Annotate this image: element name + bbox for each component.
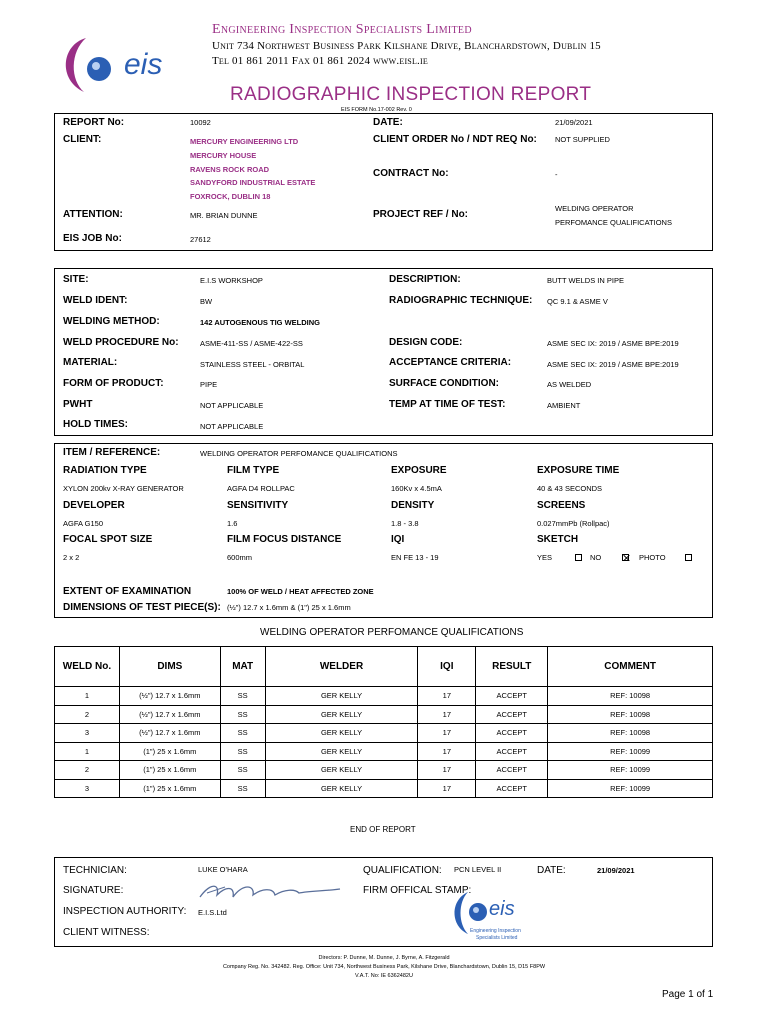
cell-result: ACCEPT — [476, 687, 548, 706]
cell-comment: REF: 10098 — [548, 687, 713, 706]
cell-mat: SS — [220, 742, 265, 761]
table-header-row — [55, 647, 713, 687]
sketch-label: SKETCH — [537, 534, 579, 545]
contract-label: CONTRACT No: — [373, 168, 449, 179]
footer-vat: V.A.T. No: IE 6362482U — [355, 973, 413, 979]
cell-comment: REF: 10099 — [548, 761, 713, 780]
item-reference-value: WELDING OPERATOR PERFOMANCE QUALIFICATIONS — [200, 449, 398, 458]
cell-iqi: 17 — [418, 724, 476, 743]
signoff-date-label: DATE: — [537, 865, 566, 876]
project-ref-line-2: PERFOMANCE QUALIFICATIONS — [555, 218, 672, 227]
cell-weld-no: 1 — [55, 742, 120, 761]
company-name: Engineering Inspection Specialists Limited — [212, 22, 472, 37]
iqi-value: EN FE 13 - 19 — [391, 553, 439, 562]
report-no-value: 10092 — [190, 118, 211, 127]
cell-weld-no: 2 — [55, 761, 120, 780]
cell-weld-no: 2 — [55, 705, 120, 724]
weld-ident-value: BW — [200, 297, 213, 306]
cell-dims: (½") 12.7 x 1.6mm — [119, 705, 220, 724]
cell-welder: GER KELLY — [265, 742, 418, 761]
logo-text: eis — [124, 48, 163, 81]
technician-value: LUKE O'HARA — [198, 865, 248, 874]
sensitivity-value: 1.6 — [227, 519, 238, 528]
item-reference-label: ITEM / REFERENCE: — [63, 447, 161, 458]
signoff-date-value: 21/09/2021 — [597, 866, 635, 875]
cell-dims: (1") 25 x 1.6mm — [119, 761, 220, 780]
sketch-yes-label: YES — [537, 553, 553, 562]
signature-label: SIGNATURE: — [63, 885, 124, 896]
temp-label: TEMP AT TIME OF TEST: — [389, 399, 506, 410]
client-line-1: MERCURY ENGINEERING LTD — [190, 137, 299, 146]
contract-value: - — [555, 170, 558, 179]
exposure-time-value: 40 & 43 SECONDS — [537, 484, 603, 493]
film-focus-distance-label: FILM FOCUS DISTANCE — [227, 534, 342, 545]
film-type-label: FILM TYPE — [227, 465, 280, 476]
cell-mat: SS — [220, 705, 265, 724]
sketch-no-label: NO — [590, 553, 602, 562]
extent-value: 100% OF WELD / HEAT AFFECTED ZONE — [227, 587, 374, 596]
material-value: STAINLESS STEEL - ORBITAL — [200, 360, 305, 369]
col-welder: WELDER — [265, 647, 418, 687]
footer-registered: Company Reg. No. 342482. Reg. Office: Unit 734, Northwest Business Park, Kilshane Drive, Blanchardstown, Dublin 15, D15 F8PW — [222, 964, 546, 970]
dimensions-value: (½") 12.7 x 1.6mm & (1") 25 x 1.6mm — [227, 603, 351, 612]
acceptance-value: ASME SEC IX: 2019 / ASME BPE:2019 — [547, 360, 679, 369]
cell-iqi: 17 — [418, 705, 476, 724]
photo-label: PHOTO — [639, 553, 666, 562]
cell-weld-no: 1 — [55, 687, 120, 706]
welding-method-value: 142 AUTOGENOUS TIG WELDING — [200, 318, 321, 327]
authority-value: E.I.S.Ltd — [198, 908, 227, 917]
cell-welder: GER KELLY — [265, 761, 418, 780]
welding-method-label: WELDING METHOD: — [63, 316, 160, 327]
photo-checkbox[interactable] — [685, 554, 692, 561]
description-label: DESCRIPTION: — [389, 274, 461, 285]
col-result: RESULT — [476, 647, 548, 687]
col-weld-no: WELD No. — [55, 647, 120, 687]
dimensions-label: DIMENSIONS OF TEST PIECE(S): — [63, 602, 221, 613]
sensitivity-label: SENSITIVITY — [227, 500, 289, 511]
material-label: MATERIAL: — [63, 357, 118, 368]
date-label: DATE: — [373, 117, 403, 128]
surface-condition-value: AS WELDED — [547, 380, 592, 389]
attention-label: ATTENTION: — [63, 209, 123, 220]
stamp-caption-1: Engineering Inspection — [470, 928, 521, 934]
cell-comment: REF: 10098 — [548, 724, 713, 743]
cell-iqi: 17 — [418, 779, 476, 798]
cell-result: ACCEPT — [476, 761, 548, 780]
table-row — [55, 761, 713, 780]
company-contact: Tel 01 861 2011 Fax 01 861 2024 www.eisl.ie — [212, 55, 428, 67]
cell-weld-no: 3 — [55, 724, 120, 743]
design-code-label: DESIGN CODE: — [389, 337, 463, 348]
page-number: Page 1 of 1 — [662, 989, 714, 1000]
cell-dims: (½") 12.7 x 1.6mm — [119, 687, 220, 706]
exposure-label: EXPOSURE — [391, 465, 447, 476]
col-iqi: IQI — [418, 647, 476, 687]
form-of-product-label: FORM OF PRODUCT: — [63, 378, 164, 389]
iqi-label: IQI — [391, 534, 405, 545]
client-line-4: SANDYFORD INDUSTRIAL ESTATE — [190, 178, 316, 187]
pwht-label: PWHT — [63, 399, 93, 410]
authority-label: INSPECTION AUTHORITY: — [63, 906, 187, 917]
exposure-time-label: EXPOSURE TIME — [537, 465, 620, 476]
cell-dims: (½") 12.7 x 1.6mm — [119, 724, 220, 743]
project-ref-label: PROJECT REF / No: — [373, 209, 469, 220]
attention-value: MR. BRIAN DUNNE — [190, 211, 258, 220]
weld-procedure-label: WELD PROCEDURE No: — [63, 337, 179, 348]
site-label: SITE: — [63, 274, 89, 285]
technician-label: TECHNICIAN: — [63, 865, 127, 876]
cell-dims: (1") 25 x 1.6mm — [119, 779, 220, 798]
cell-result: ACCEPT — [476, 705, 548, 724]
density-label: DENSITY — [391, 500, 435, 511]
surface-condition-label: SURFACE CONDITION: — [389, 378, 499, 389]
client-label: CLIENT: — [63, 134, 102, 145]
qualification-label: QUALIFICATION: — [363, 865, 442, 876]
client-line-5: FOXROCK, DUBLIN 18 — [190, 192, 271, 201]
film-type-value: AGFA D4 ROLLPAC — [227, 484, 295, 493]
cell-welder: GER KELLY — [265, 724, 418, 743]
cell-result: ACCEPT — [476, 779, 548, 798]
weld-procedure-value: ASME-411-SS / ASME-422-SS — [200, 339, 303, 348]
cell-iqi: 17 — [418, 742, 476, 761]
col-dims: DIMS — [119, 647, 220, 687]
density-value: 1.8 - 3.8 — [391, 519, 419, 528]
developer-value: AGFA G150 — [63, 519, 104, 528]
radiation-type-label: RADIATION TYPE — [63, 465, 147, 476]
eis-job-value: 27612 — [190, 235, 211, 244]
cell-welder: GER KELLY — [265, 705, 418, 724]
table-row — [55, 724, 713, 743]
extent-label: EXTENT OF EXAMINATION — [63, 586, 192, 597]
design-code-value: ASME SEC IX: 2019 / ASME BPE:2019 — [547, 339, 679, 348]
client-line-2: MERCURY HOUSE — [190, 151, 257, 160]
screens-value: 0.027mmPb (Rollpac) — [537, 519, 610, 528]
acceptance-label: ACCEPTANCE CRITERIA: — [389, 357, 512, 368]
table-row — [55, 705, 713, 724]
table-row — [55, 742, 713, 761]
sketch-yes-checkbox[interactable] — [575, 554, 582, 561]
technique-label: RADIOGRAPHIC TECHNIQUE: — [389, 295, 533, 306]
cell-welder: GER KELLY — [265, 687, 418, 706]
col-mat: MAT — [220, 647, 265, 687]
cell-mat: SS — [220, 779, 265, 798]
end-of-report: END OF REPORT — [350, 825, 416, 834]
screens-label: SCREENS — [537, 500, 586, 511]
exposure-value: 160Kv x 4.5mA — [391, 484, 442, 493]
developer-label: DEVELOPER — [63, 500, 125, 511]
eis-job-label: EIS JOB No: — [63, 233, 122, 244]
cell-iqi: 17 — [418, 687, 476, 706]
cell-mat: SS — [220, 687, 265, 706]
client-line-3: RAVENS ROCK ROAD — [190, 165, 270, 174]
film-focus-distance-value: 600mm — [227, 553, 253, 562]
stamp-caption-2: Specialists Limited — [476, 935, 518, 941]
cell-welder: GER KELLY — [265, 779, 418, 798]
qualification-value: PCN LEVEL II — [454, 865, 502, 874]
hold-times-label: HOLD TIMES: — [63, 419, 128, 430]
description-value: BUTT WELDS IN PIPE — [547, 276, 624, 285]
company-address: Unit 734 Northwest Business Park Kilshane Drive, Blanchardstown, Dublin 15 — [212, 40, 601, 52]
cell-dims: (1") 25 x 1.6mm — [119, 742, 220, 761]
technique-value: QC 9.1 & ASME V — [547, 297, 608, 306]
radiation-type-value: XYLON 200kv X-RAY GENERATOR — [63, 484, 184, 493]
client-order-label: CLIENT ORDER No / NDT REQ No: — [373, 134, 537, 145]
weld-table-title: WELDING OPERATOR PERFOMANCE QUALIFICATIONS — [260, 627, 524, 638]
cell-result: ACCEPT — [476, 742, 548, 761]
pwht-value: NOT APPLICABLE — [200, 401, 264, 410]
site-value: E.I.S WORKSHOP — [200, 276, 263, 285]
cell-iqi: 17 — [418, 761, 476, 780]
client-order-value: NOT SUPPLIED — [555, 135, 610, 144]
weld-results-table — [54, 646, 713, 798]
report-title: RADIOGRAPHIC INSPECTION REPORT — [230, 84, 592, 105]
cell-result: ACCEPT — [476, 724, 548, 743]
cell-comment: REF: 10098 — [548, 705, 713, 724]
date-value: 21/09/2021 — [555, 118, 593, 127]
signature-image — [195, 875, 345, 905]
cell-mat: SS — [220, 761, 265, 780]
stamp-logo-text: eis — [489, 898, 515, 920]
col-comment: COMMENT — [548, 647, 713, 687]
site-section — [54, 268, 713, 436]
focal-spot-value: 2 x 2 — [63, 553, 80, 562]
report-no-label: REPORT No: — [63, 117, 125, 128]
weld-ident-label: WELD IDENT: — [63, 295, 128, 306]
table-row — [55, 687, 713, 706]
cell-comment: REF: 10099 — [548, 779, 713, 798]
cell-comment: REF: 10099 — [548, 742, 713, 761]
sketch-no-checkbox[interactable] — [622, 554, 629, 561]
temp-value: AMBIENT — [547, 401, 581, 410]
client-witness-label: CLIENT WITNESS: — [63, 927, 150, 938]
cell-weld-no: 3 — [55, 779, 120, 798]
stamp-label: FIRM OFFICAL STAMP: — [363, 885, 472, 896]
project-ref-line-1: WELDING OPERATOR — [555, 204, 634, 213]
cell-mat: SS — [220, 724, 265, 743]
hold-times-value: NOT APPLICABLE — [200, 422, 264, 431]
form-number: EIS FORM No.17-002 Rev. 0 — [341, 107, 412, 113]
focal-spot-label: FOCAL SPOT SIZE — [63, 534, 153, 545]
table-row — [55, 779, 713, 798]
footer-directors: Directors: P. Dunne, M. Dunne, J. Byrne, A. Fitzgerald — [318, 955, 450, 961]
form-of-product-value: PIPE — [200, 380, 218, 389]
